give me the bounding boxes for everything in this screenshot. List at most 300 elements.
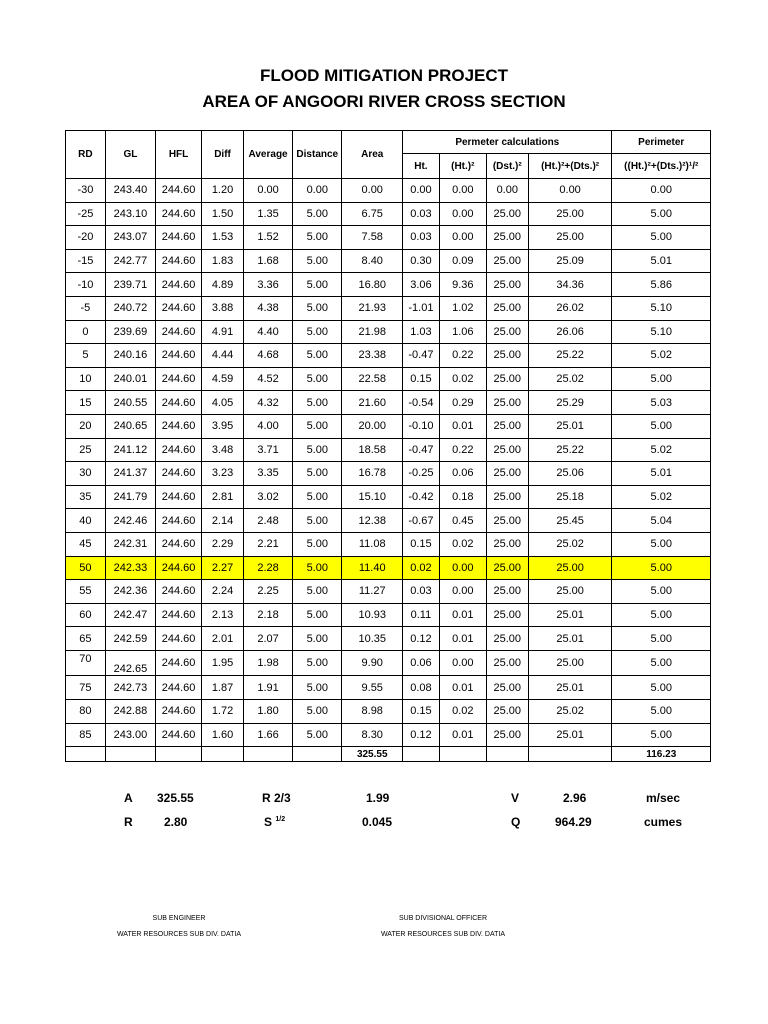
cell-gl: 242.33 [105,556,155,580]
cell-ht: 0.03 [403,226,440,250]
cell-gl: 242.77 [105,249,155,273]
cell-rd: -25 [66,202,106,226]
cell-rd: 40 [66,509,106,533]
cell-hfl: 244.60 [156,462,202,486]
cell-area: 21.60 [342,391,403,415]
cell-sum-squares: 25.01 [528,603,612,627]
cell-ht: 0.08 [403,676,440,700]
cell-ht: -0.47 [403,438,440,462]
cell-distance: 5.00 [293,462,342,486]
cell-diff: 4.44 [202,344,244,368]
cell-dst-squared: 25.00 [486,723,528,747]
cell-dst-squared: 25.00 [486,391,528,415]
cell-hfl: 244.60 [156,414,202,438]
cell-diff: 4.91 [202,320,244,344]
cell-diff: 1.95 [202,650,244,676]
header-sum-squares: (Ht.)²+(Dts.)² [528,154,612,179]
cell-area: 6.75 [342,202,403,226]
cell-sum-squares: 25.02 [528,700,612,724]
cell-perimeter: 5.03 [612,391,711,415]
cell-ht-squared: 0.29 [439,391,486,415]
cell-ht: 0.02 [403,556,440,580]
cell-ht: 0.11 [403,603,440,627]
cell-gl: 242.65 [105,650,155,676]
cell-distance: 5.00 [293,391,342,415]
cell-dst-squared: 25.00 [486,249,528,273]
cell-hfl: 244.60 [156,509,202,533]
cell-ht-squared: 0.00 [439,556,486,580]
cell-gl: 241.37 [105,462,155,486]
cell-average: 1.80 [243,700,292,724]
cell-diff: 1.72 [202,700,244,724]
cell-average: 1.66 [243,723,292,747]
cell-ht-squared: 0.45 [439,509,486,533]
signature-left-office: WATER RESOURCES SUB DIV. DATIA [116,931,242,938]
cell-ht: 0.15 [403,532,440,556]
cell-sum-squares: 0.00 [528,179,612,203]
cell-dst-squared: 25.00 [486,676,528,700]
result-v-unit: m/sec [646,791,681,805]
cell-diff: 4.05 [202,391,244,415]
cell-distance: 0.00 [293,179,342,203]
cell-hfl: 244.60 [156,249,202,273]
cell-ht-squared: 0.09 [439,249,486,273]
page-title: FLOOD MITIGATION PROJECT [259,66,509,85]
cell-distance: 5.00 [293,532,342,556]
cell-ht: -0.42 [403,485,440,509]
cell-sum-squares: 25.18 [528,485,612,509]
total-empty-cell [528,747,612,762]
cell-area: 16.78 [342,462,403,486]
cell-gl: 242.47 [105,603,155,627]
cell-distance: 5.00 [293,249,342,273]
cell-area: 9.55 [342,676,403,700]
cell-gl: 243.00 [105,723,155,747]
table-row [66,320,711,344]
cell-area: 10.35 [342,627,403,651]
cell-rd: 30 [66,462,106,486]
cell-diff: 2.27 [202,556,244,580]
cell-distance: 5.00 [293,438,342,462]
cell-average: 1.98 [243,650,292,676]
cell-ht: 0.12 [403,627,440,651]
cell-sum-squares: 26.06 [528,320,612,344]
cell-ht-squared: 1.02 [439,296,486,320]
result-q-value: 964.29 [555,815,592,829]
total-empty-cell [202,747,244,762]
cell-rd: 20 [66,414,106,438]
cell-rd: 50 [66,556,106,580]
total-perimeter: 116.23 [612,747,711,762]
cell-rd: -5 [66,296,106,320]
cell-average: 4.52 [243,367,292,391]
header-permeter-calculations: Permeter calculations [403,131,612,154]
cell-sum-squares: 34.36 [528,273,612,297]
cell-diff: 1.60 [202,723,244,747]
header-gl: GL [105,131,155,179]
cell-sum-squares: 25.22 [528,438,612,462]
cell-gl: 243.40 [105,179,155,203]
cell-gl: 243.10 [105,202,155,226]
cell-hfl: 244.60 [156,485,202,509]
table-row [66,603,711,627]
cell-average: 2.07 [243,627,292,651]
cell-average: 4.68 [243,344,292,368]
cell-perimeter: 5.01 [612,462,711,486]
cell-rd: 85 [66,723,106,747]
cell-area: 22.58 [342,367,403,391]
cell-gl: 242.59 [105,627,155,651]
cell-dst-squared: 25.00 [486,650,528,676]
header-hfl: HFL [156,131,202,179]
cell-rd: 55 [66,580,106,604]
cell-ht-squared: 0.01 [439,627,486,651]
cell-distance: 5.00 [293,556,342,580]
cell-rd: 10 [66,367,106,391]
cell-diff: 1.53 [202,226,244,250]
cell-ht-squared: 0.02 [439,700,486,724]
cell-distance: 5.00 [293,676,342,700]
total-empty-cell [105,747,155,762]
cell-ht: 0.30 [403,249,440,273]
cell-perimeter: 5.00 [612,202,711,226]
cell-area: 21.93 [342,296,403,320]
cell-distance: 5.00 [293,273,342,297]
cell-gl: 241.12 [105,438,155,462]
cell-gl: 239.71 [105,273,155,297]
header-rd: RD [66,131,106,179]
cell-diff: 2.13 [202,603,244,627]
total-empty-cell [66,747,106,762]
cell-perimeter: 5.02 [612,485,711,509]
cell-ht-squared: 0.22 [439,438,486,462]
cell-hfl: 244.60 [156,627,202,651]
table-row [66,723,711,747]
cell-average: 2.21 [243,532,292,556]
cell-distance: 5.00 [293,723,342,747]
total-empty-cell [486,747,528,762]
total-empty-cell [439,747,486,762]
cell-gl: 240.65 [105,414,155,438]
cell-area: 18.58 [342,438,403,462]
header-ht: Ht. [403,154,440,179]
cell-dst-squared: 0.00 [486,179,528,203]
cell-ht: 0.06 [403,650,440,676]
cell-perimeter: 5.02 [612,344,711,368]
total-empty-cell [403,747,440,762]
cell-average: 0.00 [243,179,292,203]
table-row [66,676,711,700]
cell-ht-squared: 0.00 [439,226,486,250]
totals-row [66,747,711,762]
cell-average: 2.28 [243,556,292,580]
result-v-label: V [511,791,520,805]
cell-diff: 1.83 [202,249,244,273]
cell-hfl: 244.60 [156,700,202,724]
cell-distance: 5.00 [293,700,342,724]
cell-ht-squared: 0.00 [439,580,486,604]
total-empty-cell [156,747,202,762]
header-diff: Diff [202,131,244,179]
cell-rd: 15 [66,391,106,415]
cell-area: 16.80 [342,273,403,297]
result-a-label: A [124,791,133,805]
table-row [66,179,711,203]
cell-ht-squared: 0.18 [439,485,486,509]
result-s-letter: S [264,815,273,829]
table-row [66,344,711,368]
cell-dst-squared: 25.00 [486,320,528,344]
table-row [66,273,711,297]
cell-perimeter: 5.10 [612,296,711,320]
cell-ht: 0.15 [403,367,440,391]
cell-area: 11.08 [342,532,403,556]
cell-area: 11.27 [342,580,403,604]
total-area: 325.55 [342,747,403,762]
cross-section-table [65,130,711,762]
result-q-label: Q [511,815,521,829]
cell-diff: 3.23 [202,462,244,486]
table-body [66,179,711,762]
cell-dst-squared: 25.00 [486,556,528,580]
cell-sum-squares: 25.02 [528,367,612,391]
signature-left-title: SUB ENGINEER [152,915,206,922]
header-perimeter: Perimeter [612,131,711,154]
cell-distance: 5.00 [293,414,342,438]
cell-dst-squared: 25.00 [486,438,528,462]
cell-dst-squared: 25.00 [486,367,528,391]
cell-hfl: 244.60 [156,603,202,627]
cell-distance: 5.00 [293,603,342,627]
cell-average: 4.32 [243,391,292,415]
cell-diff: 3.95 [202,414,244,438]
cell-area: 20.00 [342,414,403,438]
cell-perimeter: 5.00 [612,226,711,250]
cell-sum-squares: 25.01 [528,414,612,438]
cell-gl: 241.79 [105,485,155,509]
result-r-label: R [124,815,133,829]
cell-rd: 25 [66,438,106,462]
table-row [66,650,711,676]
result-s-label [264,815,285,829]
cell-ht: -0.25 [403,462,440,486]
cell-average: 2.18 [243,603,292,627]
cell-dst-squared: 25.00 [486,509,528,533]
cell-perimeter: 5.00 [612,700,711,724]
cell-diff: 4.59 [202,367,244,391]
cell-distance: 5.00 [293,580,342,604]
cell-area: 0.00 [342,179,403,203]
cell-rd: 70 [66,650,106,676]
cell-dst-squared: 25.00 [486,700,528,724]
cell-diff: 1.50 [202,202,244,226]
cell-hfl: 244.60 [156,391,202,415]
table-row [66,627,711,651]
cell-hfl: 244.60 [156,202,202,226]
cell-hfl: 244.60 [156,226,202,250]
header-root-sum: ((Ht.)²+(Dts.)²)¹/² [612,154,711,179]
cell-ht: 0.03 [403,202,440,226]
table-row [66,226,711,250]
cell-rd: 80 [66,700,106,724]
cell-area: 7.58 [342,226,403,250]
cell-ht: -1.01 [403,296,440,320]
cell-diff: 2.01 [202,627,244,651]
cell-average: 4.00 [243,414,292,438]
cell-sum-squares: 25.01 [528,723,612,747]
cell-perimeter: 5.00 [612,580,711,604]
cell-perimeter: 5.00 [612,367,711,391]
cell-ht-squared: 0.00 [439,650,486,676]
cell-dst-squared: 25.00 [486,344,528,368]
cell-dst-squared: 25.00 [486,532,528,556]
total-empty-cell [243,747,292,762]
cell-area: 8.30 [342,723,403,747]
cell-ht-squared: 0.01 [439,723,486,747]
cell-gl: 240.16 [105,344,155,368]
cell-sum-squares: 25.01 [528,627,612,651]
table-row [66,580,711,604]
cell-area: 8.98 [342,700,403,724]
cell-rd: 5 [66,344,106,368]
cell-area: 8.40 [342,249,403,273]
cell-ht: -0.67 [403,509,440,533]
result-r-value: 2.80 [164,815,188,829]
cell-average: 1.68 [243,249,292,273]
cell-hfl: 244.60 [156,179,202,203]
cell-gl: 242.73 [105,676,155,700]
cell-distance: 5.00 [293,627,342,651]
cell-rd: -15 [66,249,106,273]
cell-sum-squares: 25.00 [528,556,612,580]
header-average: Average [243,131,292,179]
cell-ht-squared: 0.01 [439,414,486,438]
table-row [66,700,711,724]
cell-hfl: 244.60 [156,296,202,320]
cell-average: 4.40 [243,320,292,344]
header-dst-squared: (Dst.)² [486,154,528,179]
table-row [66,462,711,486]
cell-distance: 5.00 [293,226,342,250]
cell-sum-squares: 25.06 [528,462,612,486]
table-row [66,485,711,509]
cell-perimeter: 5.10 [612,320,711,344]
cell-distance: 5.00 [293,367,342,391]
cell-perimeter: 0.00 [612,179,711,203]
cell-perimeter: 5.04 [612,509,711,533]
cell-perimeter: 5.00 [612,556,711,580]
cell-perimeter: 5.00 [612,603,711,627]
cell-ht-squared: 0.00 [439,179,486,203]
cell-hfl: 244.60 [156,556,202,580]
total-empty-cell [293,747,342,762]
cell-diff: 3.88 [202,296,244,320]
cell-average: 2.25 [243,580,292,604]
cell-average: 2.48 [243,509,292,533]
cell-average: 3.02 [243,485,292,509]
cell-ht-squared: 1.06 [439,320,486,344]
cell-sum-squares: 25.00 [528,202,612,226]
cell-perimeter: 5.00 [612,676,711,700]
cell-rd: -30 [66,179,106,203]
cell-ht: 0.00 [403,179,440,203]
page-subtitle: AREA OF ANGOORI RIVER CROSS SECTION [202,92,566,111]
cell-perimeter: 5.02 [612,438,711,462]
cell-rd: 65 [66,627,106,651]
cell-ht: 0.03 [403,580,440,604]
table-row [66,509,711,533]
cell-ht: -0.47 [403,344,440,368]
table-row [66,414,711,438]
cell-ht: 3.06 [403,273,440,297]
cell-ht-squared: 0.22 [439,344,486,368]
cell-dst-squared: 25.00 [486,580,528,604]
cell-area: 12.38 [342,509,403,533]
cell-diff: 2.24 [202,580,244,604]
cell-rd: -20 [66,226,106,250]
result-q-unit: cumes [644,815,683,829]
cell-rd: 35 [66,485,106,509]
cell-dst-squared: 25.00 [486,414,528,438]
cell-sum-squares: 25.01 [528,676,612,700]
cell-ht-squared: 0.01 [439,676,486,700]
cell-sum-squares: 25.45 [528,509,612,533]
cell-area: 15.10 [342,485,403,509]
cell-perimeter: 5.00 [612,650,711,676]
cell-perimeter: 5.00 [612,627,711,651]
cell-rd: 0 [66,320,106,344]
cell-diff: 1.20 [202,179,244,203]
cell-diff: 2.14 [202,509,244,533]
cell-ht-squared: 0.00 [439,202,486,226]
table-row [66,202,711,226]
cell-dst-squared: 25.00 [486,462,528,486]
cell-hfl: 244.60 [156,273,202,297]
cell-perimeter: 5.00 [612,723,711,747]
cell-distance: 5.00 [293,485,342,509]
cell-hfl: 244.60 [156,723,202,747]
cell-perimeter: 5.86 [612,273,711,297]
cell-gl: 240.01 [105,367,155,391]
table-row [66,296,711,320]
cell-average: 3.36 [243,273,292,297]
cell-sum-squares: 25.29 [528,391,612,415]
cell-distance: 5.00 [293,296,342,320]
cell-area: 21.98 [342,320,403,344]
cell-area: 10.93 [342,603,403,627]
cell-dst-squared: 25.00 [486,603,528,627]
cell-hfl: 244.60 [156,532,202,556]
cell-dst-squared: 25.00 [486,296,528,320]
cell-ht: 0.12 [403,723,440,747]
cell-hfl: 244.60 [156,676,202,700]
cell-ht-squared: 9.36 [439,273,486,297]
cell-hfl: 244.60 [156,344,202,368]
cell-ht-squared: 0.02 [439,532,486,556]
cell-ht: 1.03 [403,320,440,344]
cell-sum-squares: 25.22 [528,344,612,368]
result-s-exponent: 1/2 [275,816,286,823]
cell-ht: -0.54 [403,391,440,415]
cell-sum-squares: 26.02 [528,296,612,320]
cell-diff: 4.89 [202,273,244,297]
result-r23-label: R 2/3 [262,791,291,805]
result-a-value: 325.55 [157,791,194,805]
cell-dst-squared: 25.00 [486,627,528,651]
cell-distance: 5.00 [293,344,342,368]
cell-average: 1.91 [243,676,292,700]
cell-dst-squared: 25.00 [486,485,528,509]
